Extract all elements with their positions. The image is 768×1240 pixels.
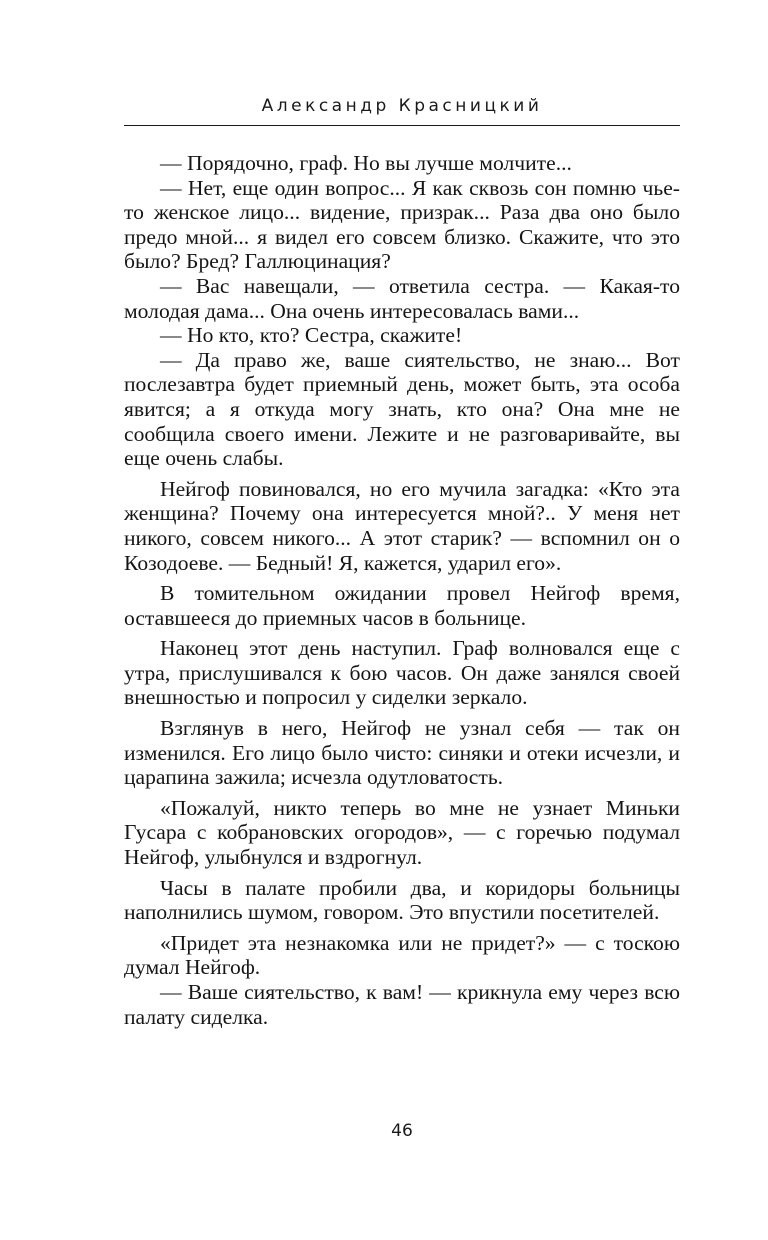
- paragraph: Взглянув в него, Нейгоф не узнал себя — так он изменился. Его лицо было чисто: синяки и отеки исчезли, и царапина зажила; исчезла одутловатость.: [124, 716, 680, 790]
- paragraph: Нейгоф повиновался, но его мучила загадка: «Кто эта женщина? Почему она интересуется мной?.. У меня нет никого, совсем никого... А этот старик? — вспомнил он о Козодоеве. — Бедный! Я, кажется, ударил его».: [124, 476, 680, 575]
- paragraph: — Порядочно, граф. Но вы лучше молчите...: [160, 151, 572, 175]
- paragraph: — Вас навещали, — ответила сестра. — Какая-то молодая дама... Она очень интересовалась вами...: [124, 273, 680, 323]
- paragraph: «Пожалуй, никто теперь во мне не узнает Миньки Гусара с кобрановских огородов», — с горечью подумал Нейгоф, улыбнулся и вздрогнул.: [124, 795, 680, 870]
- paragraph: «Придет эта незнакомка или не придет?» — с тоскою думал Нейгоф.: [124, 930, 680, 980]
- body-text: [124, 151, 680, 1029]
- page-number: 46: [391, 1121, 413, 1141]
- running-head-author: Александр Красницкий: [261, 96, 543, 116]
- paragraph: Часы в палате пробили два, и коридоры больницы наполнились шумом, говором. Это впустили посетителей.: [124, 875, 680, 925]
- paragraph: — Ваше сиятельство, к вам! — крикнула ему через всю палату сиделка.: [124, 980, 680, 1029]
- paragraph: — Но кто, кто? Сестра, скажите!: [160, 323, 463, 348]
- paragraph: — Нет, еще один вопрос... Я как сквозь сон помню чье-то женское лицо... видение, призрак... Раза два оно было предо мной... я видел его совсем близко. Скажите, что это было? Бред? Галлюцинация?: [124, 175, 680, 274]
- header-rule: [124, 125, 680, 126]
- paragraph: В томительном ожидании провел Нейгоф время, оставшееся до приемных часов в больнице.: [124, 581, 680, 630]
- paragraph: — Да право же, ваше сиятельство, не знаю... Вот послезавтра будет приемный день, может быть, эта особа явится; а я откуда могу знать, кто она? Она мне не сообщила своего имени. Лежите и не разговаривайте, вы еще очень слабы.: [124, 347, 680, 471]
- paragraph: Наконец этот день наступил. Граф волновался еще с утра, прислушивался к бою часов. Он даже занялся своей внешностью и попросил у сиделки зеркало.: [124, 636, 680, 710]
